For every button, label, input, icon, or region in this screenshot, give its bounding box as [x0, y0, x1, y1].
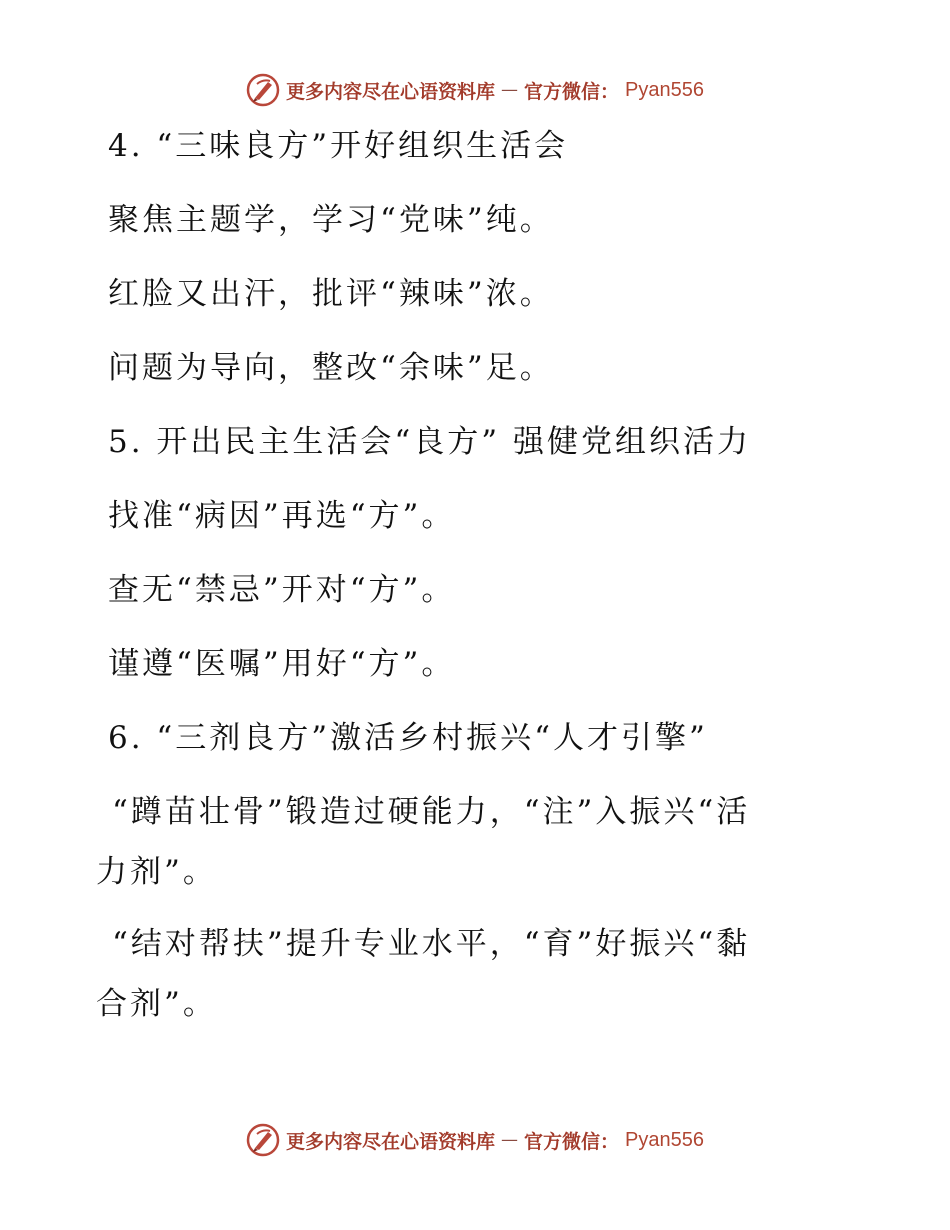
paragraph-line: 找准“病因”再选“方”。	[108, 498, 456, 534]
heading-item-4: 4. “三味良方”开好组织生活会	[108, 128, 569, 164]
watermark-label: 官方微信：	[524, 1130, 620, 1153]
paragraph-line: 问题为导向，整改“余味”足。	[108, 350, 554, 386]
watermark-wechat-id: Pyan556	[625, 1128, 704, 1151]
watermark-footer	[0, 1120, 950, 1160]
paragraph-line: 聚焦主题学，学习“党味”纯。	[108, 202, 554, 238]
paragraph-line: 红脸又出汗，批评“辣味”浓。	[108, 276, 554, 312]
paragraph-line: 查无“禁忌”开对“方”。	[108, 572, 456, 608]
watermark-label: 官方微信：	[524, 80, 620, 103]
heading-item-5: 5. 开出民主生活会“良方” 强健党组织活力	[108, 424, 751, 460]
watermark-site-text: 更多内容尽在心语资料库	[286, 1130, 496, 1153]
paragraph-line-continued: 力剂”。	[96, 854, 217, 890]
heading-item-6: 6. “三剂良方”激活乡村振兴“人才引擎”	[108, 720, 708, 756]
paragraph-line: 谨遵“医嘱”用好“方”。	[108, 646, 456, 682]
pen-logo-icon	[246, 1123, 280, 1157]
paragraph-line-continued: 合剂”。	[96, 986, 217, 1022]
watermark-wechat-id: Pyan556	[625, 78, 704, 101]
paragraph-line: “蹲苗壮骨”锻造过硬能力，“注”入振兴“活	[112, 794, 751, 830]
watermark-dash: —	[501, 80, 519, 100]
watermark-dash: —	[501, 1130, 519, 1150]
paragraph-line: “结对帮扶”提升专业水平，“育”好振兴“黏	[112, 926, 751, 962]
watermark-site-text: 更多内容尽在心语资料库	[286, 80, 496, 103]
